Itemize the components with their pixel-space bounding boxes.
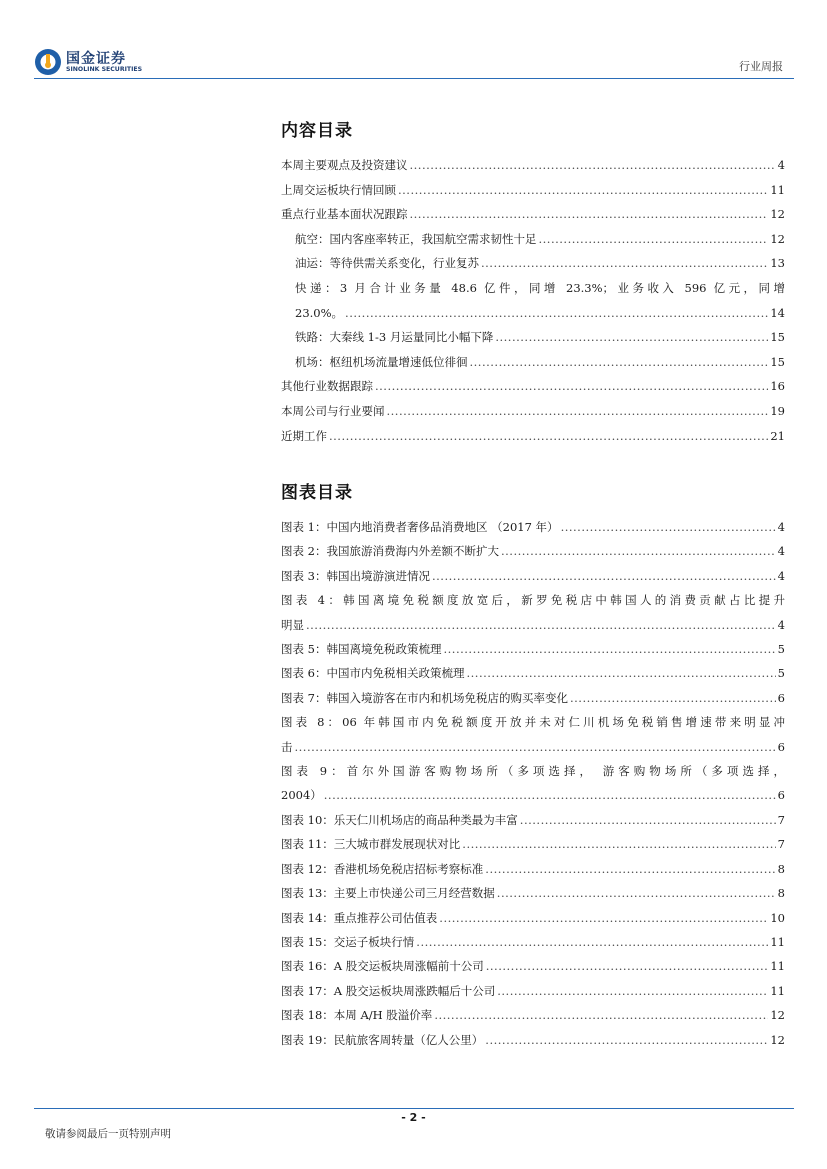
disclaimer-text: 敬请参阅最后一页特别声明 bbox=[45, 1128, 171, 1140]
contents-link[interactable] bbox=[281, 399, 785, 424]
figure-link[interactable] bbox=[281, 564, 785, 588]
entry-page-number: 6 bbox=[777, 690, 785, 705]
dot-leader bbox=[520, 808, 776, 832]
dot-leader bbox=[561, 515, 776, 539]
entry-page-number: 11 bbox=[770, 934, 785, 949]
figure-link[interactable] bbox=[281, 710, 785, 759]
contents-entry[interactable] bbox=[281, 399, 785, 424]
figure-entry[interactable] bbox=[281, 564, 785, 588]
entry-title: 图表 15：交运子板块行情 bbox=[281, 934, 415, 949]
figure-entry[interactable] bbox=[281, 808, 785, 832]
figure-entry[interactable] bbox=[281, 661, 785, 685]
entry-page-number: 11 bbox=[770, 959, 785, 974]
figure-link[interactable] bbox=[281, 857, 785, 881]
figures-list bbox=[281, 515, 785, 1052]
dot-leader bbox=[416, 930, 768, 954]
contents-link[interactable] bbox=[295, 276, 785, 325]
entry-page-number: 6 bbox=[777, 739, 785, 754]
entry-page-number: 14 bbox=[770, 305, 785, 320]
entry-title-continued: 明显 bbox=[281, 617, 304, 632]
entry-page-number: 10 bbox=[770, 910, 785, 925]
entry-title: 图表 14：重点推荐公司估值表 bbox=[281, 910, 438, 925]
figure-link[interactable] bbox=[281, 930, 785, 954]
sinolink-logo-icon bbox=[34, 48, 62, 76]
entry-title: 图表 2：我国旅游消费海内外差额不断扩大 bbox=[281, 544, 499, 559]
entry-page-number: 6 bbox=[777, 788, 785, 803]
entry-title: 其他行业数据跟踪 bbox=[281, 379, 373, 394]
entry-title: 图表 16：A 股交运板块周涨幅前十公司 bbox=[281, 959, 484, 974]
entry-page-number: 21 bbox=[770, 428, 785, 443]
contents-entry[interactable] bbox=[281, 227, 785, 252]
entry-title: 近期工作 bbox=[281, 428, 327, 443]
figure-link[interactable] bbox=[281, 637, 785, 661]
contents-title: 内容目录 bbox=[281, 121, 353, 141]
entry-title-continued: 23.0%。 bbox=[295, 305, 344, 320]
entry-title: 图表 8：06 年韩国市内免税额度开放并未对仁川机场免税销售增速带来明显冲 bbox=[281, 715, 785, 730]
contents-entry[interactable] bbox=[281, 153, 785, 178]
entry-title: 图表 11：三大城市群发展现状对比 bbox=[281, 837, 461, 852]
dot-leader bbox=[570, 686, 776, 710]
entry-page-number: 12 bbox=[770, 1032, 785, 1047]
dot-leader bbox=[410, 202, 769, 227]
contents-section bbox=[281, 116, 785, 448]
figure-entry[interactable] bbox=[281, 979, 785, 1003]
contents-entry[interactable] bbox=[281, 374, 785, 399]
dot-leader bbox=[375, 374, 768, 399]
figure-link[interactable] bbox=[281, 588, 785, 637]
figure-entry[interactable] bbox=[281, 857, 785, 881]
entry-title: 图表 6：中国市内免税相关政策梳理 bbox=[281, 666, 465, 681]
entry-title: 本周公司与行业要闻 bbox=[281, 403, 385, 418]
contents-entry[interactable] bbox=[281, 178, 785, 203]
figure-link[interactable] bbox=[281, 881, 785, 905]
contents-entry[interactable] bbox=[281, 251, 785, 276]
figures-title: 图表目录 bbox=[281, 483, 353, 503]
figure-entry[interactable] bbox=[281, 1028, 785, 1052]
entry-title: 机场：枢纽机场流量增速低位徘徊 bbox=[295, 354, 468, 369]
contents-link[interactable] bbox=[295, 350, 785, 375]
entry-page-number: 7 bbox=[777, 837, 785, 852]
dot-leader bbox=[329, 424, 768, 449]
dot-leader bbox=[345, 301, 768, 326]
figure-link[interactable] bbox=[281, 906, 785, 930]
dot-leader bbox=[398, 178, 768, 203]
entry-page-number: 15 bbox=[770, 354, 785, 369]
figure-link[interactable] bbox=[281, 954, 785, 978]
figure-link[interactable] bbox=[281, 808, 785, 832]
entry-page-number: 15 bbox=[770, 330, 785, 345]
entry-page-number: 11 bbox=[770, 983, 785, 998]
entry-page-number: 8 bbox=[777, 886, 785, 901]
figure-entry[interactable] bbox=[281, 759, 785, 808]
entry-title: 油运：等待供需关系变化，行业复苏 bbox=[295, 256, 479, 271]
figure-link[interactable] bbox=[281, 661, 785, 685]
entry-title: 图表 10：乐天仁川机场店的商品种类最为丰富 bbox=[281, 812, 518, 827]
figure-link[interactable] bbox=[281, 1028, 785, 1052]
entry-page-number: 7 bbox=[777, 812, 785, 827]
entry-title: 图表 18：本周 A/H 股溢价率 bbox=[281, 1008, 433, 1023]
dot-leader bbox=[495, 325, 768, 350]
entry-page-number: 4 bbox=[777, 520, 785, 534]
dot-leader bbox=[481, 251, 768, 276]
entry-page-number: 12 bbox=[770, 1008, 785, 1023]
figure-entry[interactable] bbox=[281, 954, 785, 978]
dot-leader bbox=[443, 637, 775, 661]
entry-title: 上周交运板块行情回顾 bbox=[281, 182, 396, 197]
dot-leader bbox=[410, 153, 776, 178]
entry-title: 图表 12：香港机场免税店招标考察标准 bbox=[281, 861, 484, 876]
page-header bbox=[0, 0, 827, 90]
figure-entry[interactable] bbox=[281, 1003, 785, 1027]
entry-page-number: 12 bbox=[770, 207, 785, 222]
report-type-label: 行业周报 bbox=[739, 60, 783, 73]
entry-title: 本周主要观点及投资建议 bbox=[281, 158, 408, 172]
dot-leader bbox=[432, 564, 776, 588]
figure-entry[interactable] bbox=[281, 881, 785, 905]
figure-entry[interactable] bbox=[281, 906, 785, 930]
entry-title-continued: 2004） bbox=[281, 788, 322, 803]
entry-page-number: 12 bbox=[770, 231, 785, 246]
figure-entry[interactable] bbox=[281, 710, 785, 759]
dot-leader bbox=[497, 881, 776, 905]
contents-link[interactable] bbox=[281, 374, 785, 399]
entry-page-number: 5 bbox=[777, 642, 785, 657]
dot-leader bbox=[485, 857, 775, 881]
entry-page-number: 16 bbox=[770, 379, 785, 394]
figure-link[interactable] bbox=[281, 686, 785, 710]
contents-entry[interactable] bbox=[281, 276, 785, 325]
figure-link[interactable] bbox=[281, 515, 785, 539]
entry-title: 图表 3：韩国出境游演进情况 bbox=[281, 568, 430, 583]
entry-title: 图表 5：韩国离境免税政策梳理 bbox=[281, 642, 442, 657]
entry-title: 图表 4：韩国离境免税额度放宽后，新罗免税店中韩国人的消费贡献占比提升 bbox=[281, 593, 785, 608]
figure-link[interactable] bbox=[281, 832, 785, 856]
entry-page-number: 4 bbox=[777, 617, 785, 632]
entry-page-number: 11 bbox=[770, 182, 785, 197]
figure-entry[interactable] bbox=[281, 515, 785, 539]
page-number: - 2 - bbox=[401, 1111, 426, 1124]
header-divider bbox=[34, 78, 794, 79]
figure-entry[interactable] bbox=[281, 637, 785, 661]
contents-entry[interactable] bbox=[281, 325, 785, 350]
logo-english-name: SINOLINK SECURITIES bbox=[66, 66, 143, 73]
dot-leader bbox=[324, 783, 776, 807]
company-logo bbox=[34, 46, 154, 78]
figure-entry[interactable] bbox=[281, 930, 785, 954]
entry-title: 重点行业基本面状况跟踪 bbox=[281, 207, 408, 222]
entry-page-number: 13 bbox=[770, 256, 785, 271]
contents-entry[interactable] bbox=[281, 202, 785, 227]
entry-title: 铁路：大秦线 1-3 月运量同比小幅下降 bbox=[295, 330, 494, 345]
figure-entry[interactable] bbox=[281, 686, 785, 710]
figures-section bbox=[281, 478, 785, 1052]
dot-leader bbox=[497, 979, 768, 1003]
entry-title: 图表 13：主要上市快递公司三月经营数据 bbox=[281, 886, 495, 901]
entry-title: 快递：3 月合计业务量 48.6 亿件，同增 23.3%；业务收入 596 亿元，同增 bbox=[295, 280, 785, 295]
entry-title: 图表 17：A 股交运板块周涨跌幅后十公司 bbox=[281, 983, 496, 998]
contents-link[interactable] bbox=[295, 325, 785, 350]
figure-entry[interactable] bbox=[281, 588, 785, 637]
contents-link[interactable] bbox=[281, 153, 785, 178]
dot-leader bbox=[295, 735, 776, 759]
contents-link[interactable] bbox=[281, 202, 785, 227]
entry-title: 图表 19：民航旅客周转量（亿人公里） bbox=[281, 1032, 484, 1047]
contents-link[interactable] bbox=[295, 227, 785, 252]
figure-link[interactable] bbox=[281, 979, 785, 1003]
dot-leader bbox=[462, 832, 775, 856]
dot-leader bbox=[387, 399, 769, 424]
entry-title: 图表 9：首尔外国游客购物场所（多项选择， 游客购物场所（多项选择， bbox=[281, 764, 785, 779]
dot-leader bbox=[439, 906, 768, 930]
entry-page-number: 4 bbox=[777, 158, 785, 172]
entry-title: 图表 1：中国内地消费者奢侈品消费地区 （2017 年） bbox=[281, 520, 559, 534]
dot-leader bbox=[434, 1003, 768, 1027]
figure-link[interactable] bbox=[281, 539, 785, 563]
dot-leader bbox=[470, 350, 769, 375]
figure-entry[interactable] bbox=[281, 539, 785, 563]
logo-chinese-name: 国金证券 bbox=[66, 51, 126, 67]
contents-link[interactable] bbox=[295, 251, 785, 276]
dot-leader bbox=[539, 227, 769, 252]
dot-leader bbox=[485, 1028, 768, 1052]
figure-link[interactable] bbox=[281, 1003, 785, 1027]
entry-page-number: 4 bbox=[777, 568, 785, 583]
dot-leader bbox=[501, 539, 776, 563]
dot-leader bbox=[486, 954, 769, 978]
entry-title: 航空：国内客座率转正，我国航空需求韧性十足 bbox=[295, 231, 537, 246]
dot-leader bbox=[306, 613, 776, 637]
entry-title: 图表 7：韩国入境游客在市内和机场免税店的购买率变化 bbox=[281, 690, 568, 705]
contents-entry[interactable] bbox=[281, 350, 785, 375]
entry-page-number: 4 bbox=[777, 544, 785, 559]
entry-page-number: 8 bbox=[777, 861, 785, 876]
dot-leader bbox=[466, 661, 775, 685]
figure-link[interactable] bbox=[281, 759, 785, 808]
figure-entry[interactable] bbox=[281, 832, 785, 856]
contents-link[interactable] bbox=[281, 424, 785, 449]
entry-page-number: 5 bbox=[777, 666, 785, 681]
contents-entry[interactable] bbox=[281, 424, 785, 449]
contents-link[interactable] bbox=[281, 178, 785, 203]
footer-divider bbox=[34, 1108, 794, 1109]
contents-list bbox=[281, 153, 785, 448]
entry-page-number: 19 bbox=[770, 403, 785, 418]
entry-title-continued: 击 bbox=[281, 739, 293, 754]
